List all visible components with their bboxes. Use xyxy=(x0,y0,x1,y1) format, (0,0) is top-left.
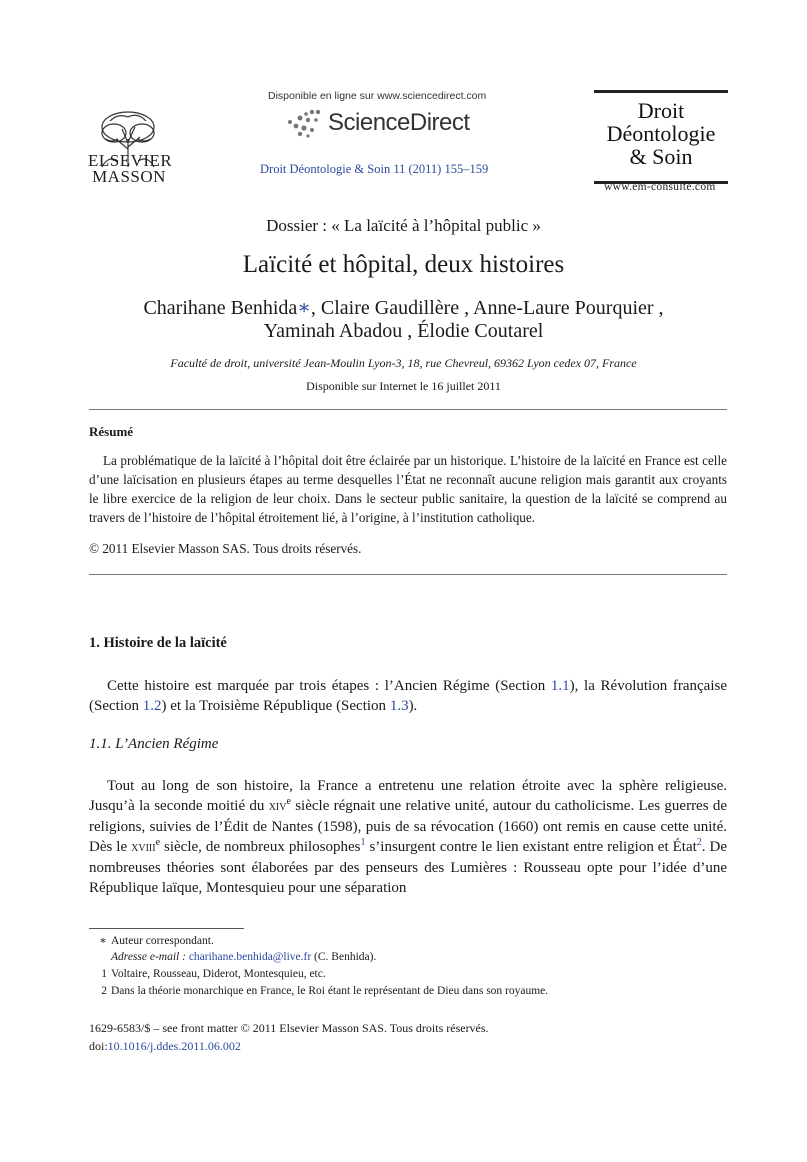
ref-section-1-2[interactable]: 1.2 xyxy=(142,698,162,714)
abstract-heading: Résumé xyxy=(89,424,134,439)
footnote-2-mark: 2 xyxy=(101,985,107,997)
para-text-d: s’insurgent contre le lien existant entre religion et État xyxy=(365,839,697,855)
dossier-label: Dossier : « La laïcité à l’hôpital public » xyxy=(266,216,541,235)
footnote-ref-1[interactable]: 1 xyxy=(360,837,366,848)
para-text-b: siècle régnait une relative unité, autour du catholicisme. Les guerres de religions, suivies de l’Édit de Nantes (1598), puis de sa révocation (1660) ont remis en cause cette unité. Dès le xyxy=(89,798,727,855)
divider-bottom xyxy=(89,574,727,575)
sciencedirect-name: ScienceDirect xyxy=(328,109,470,136)
sciencedirect-dots-icon xyxy=(282,108,324,138)
subsection-heading: 1.1. L’Ancien Régime xyxy=(89,736,219,752)
footnote-1 xyxy=(89,967,326,982)
para-text-e: . De nombreuses théories sont élaborées par des penseurs des Lumières : Rousseau opte pour l’idée d’une République laïque, Montesquieu pour une séparation xyxy=(89,839,728,896)
authors-line-2: Yaminah Abadou , Élodie Coutarel xyxy=(263,320,544,342)
author-corresponding: Charihane Benhida xyxy=(143,297,298,319)
journal-title-line-2: Déontologie xyxy=(606,121,716,146)
section-heading: 1. Histoire de la laïcité xyxy=(89,635,227,651)
divider-top xyxy=(89,409,727,410)
ref-section-1-1[interactable]: 1.1 xyxy=(550,678,570,694)
authors-line-1 xyxy=(0,295,807,320)
footnote-1-mark: 1 xyxy=(101,968,107,980)
sciencedirect-availability: Disponible en ligne sur www.sciencedirect.com xyxy=(268,90,487,102)
footnote-ref-2[interactable]: 2 xyxy=(696,837,702,848)
footnote-1-text: Voltaire, Rousseau, Diderot, Montesquieu, etc. xyxy=(111,968,326,980)
publisher-name xyxy=(88,151,173,186)
intro-text-d: ). xyxy=(408,698,418,714)
journal-reference[interactable]: Droit Déontologie & Soin 11 (2011) 155–159 xyxy=(260,162,489,176)
footnote-star-mark: ∗ xyxy=(99,935,107,947)
email-label: Adresse e-mail : xyxy=(111,951,189,963)
journal-title-line-3: & Soin xyxy=(629,144,693,169)
doi-label: doi: xyxy=(89,1039,108,1053)
abstract-body xyxy=(89,451,727,527)
footnote-2 xyxy=(89,984,548,999)
availability-date: Disponible sur Internet le 16 juillet 2011 xyxy=(306,379,501,393)
footnote-email xyxy=(111,950,376,965)
journal-title-box xyxy=(594,90,728,184)
century-sup-2: e xyxy=(155,837,161,848)
article-title: Laïcité et hôpital, deux histoires xyxy=(242,251,565,278)
authors-rest: , Claire Gaudillère , Anne-Laure Pourquier , xyxy=(310,297,664,319)
abstract-copyright: © 2011 Elsevier Masson SAS. Tous droits réservés. xyxy=(89,541,362,556)
footnote-corresponding xyxy=(89,934,214,949)
email-suffix: (C. Benhida). xyxy=(311,951,377,963)
corresponding-author-marker[interactable]: ∗ xyxy=(297,297,311,319)
doi-line xyxy=(89,1039,241,1054)
intro-text-b: ), la Révolution française (Section xyxy=(89,678,727,714)
para-text-c: siècle, de nombreux philosophes xyxy=(160,839,361,855)
footnote-star-text: Auteur correspondant. xyxy=(111,935,214,947)
ref-section-1-3[interactable]: 1.3 xyxy=(389,698,409,714)
email-link[interactable]: charihane.benhida@live.fr xyxy=(188,951,312,963)
affiliation: Faculté de droit, université Jean-Moulin Lyon-3, 18, rue Chevreul, 69362 Lyon cedex 07, France xyxy=(170,356,637,370)
abstract-text: La problématique de la laïcité à l’hôpital doit être éclairée par un historique. L’histoire de la laïcité en France est celle d’une laïcisation en plusieurs étapes au terme desquelles l’État ne reconnaît aucune religion mais garantit aux croyants le libre exercice de la religion de leur choix. Dans le secteur public sanitaire, la question de la laïcité se comprend au travers de l’histoire de l’hôpital étroitement lié, à l’origine, à l’institution catholique. xyxy=(89,453,727,525)
century-sup-1: e xyxy=(286,796,291,807)
century-xviii: xviii xyxy=(131,840,156,855)
sciencedirect-logo[interactable] xyxy=(282,106,470,140)
footnote-2-text: Dans la théorie monarchique en France, le Roi étant le représentant de Dieu dans son royaume. xyxy=(111,985,549,997)
issn-line: 1629-6583/$ – see front matter © 2011 Elsevier Masson SAS. Tous droits réservés. xyxy=(89,1021,489,1035)
para-text-a: Tout au long de son histoire, la France a entretenu une relation étroite avec la sphère religieuse. Jusqu’à la seconde moitié du xyxy=(89,778,727,814)
ancien-regime-paragraph xyxy=(89,776,727,898)
journal-url[interactable]: www.em-consulte.com xyxy=(604,181,716,193)
journal-title-line-1: Droit xyxy=(637,98,685,123)
doi-link[interactable]: 10.1016/j.ddes.2011.06.002 xyxy=(107,1039,241,1053)
footnote-rule xyxy=(89,928,244,929)
century-xiv: xiv xyxy=(268,799,287,814)
publisher-line-2: MASSON xyxy=(92,167,166,186)
intro-text-c: ) et la Troisième République (Section xyxy=(161,698,390,714)
intro-text-a: Cette histoire est marquée par trois étapes : l’Ancien Régime (Section xyxy=(107,678,551,694)
section-intro-paragraph xyxy=(89,676,727,716)
publisher-line-1: ELSEVIER xyxy=(88,151,173,170)
